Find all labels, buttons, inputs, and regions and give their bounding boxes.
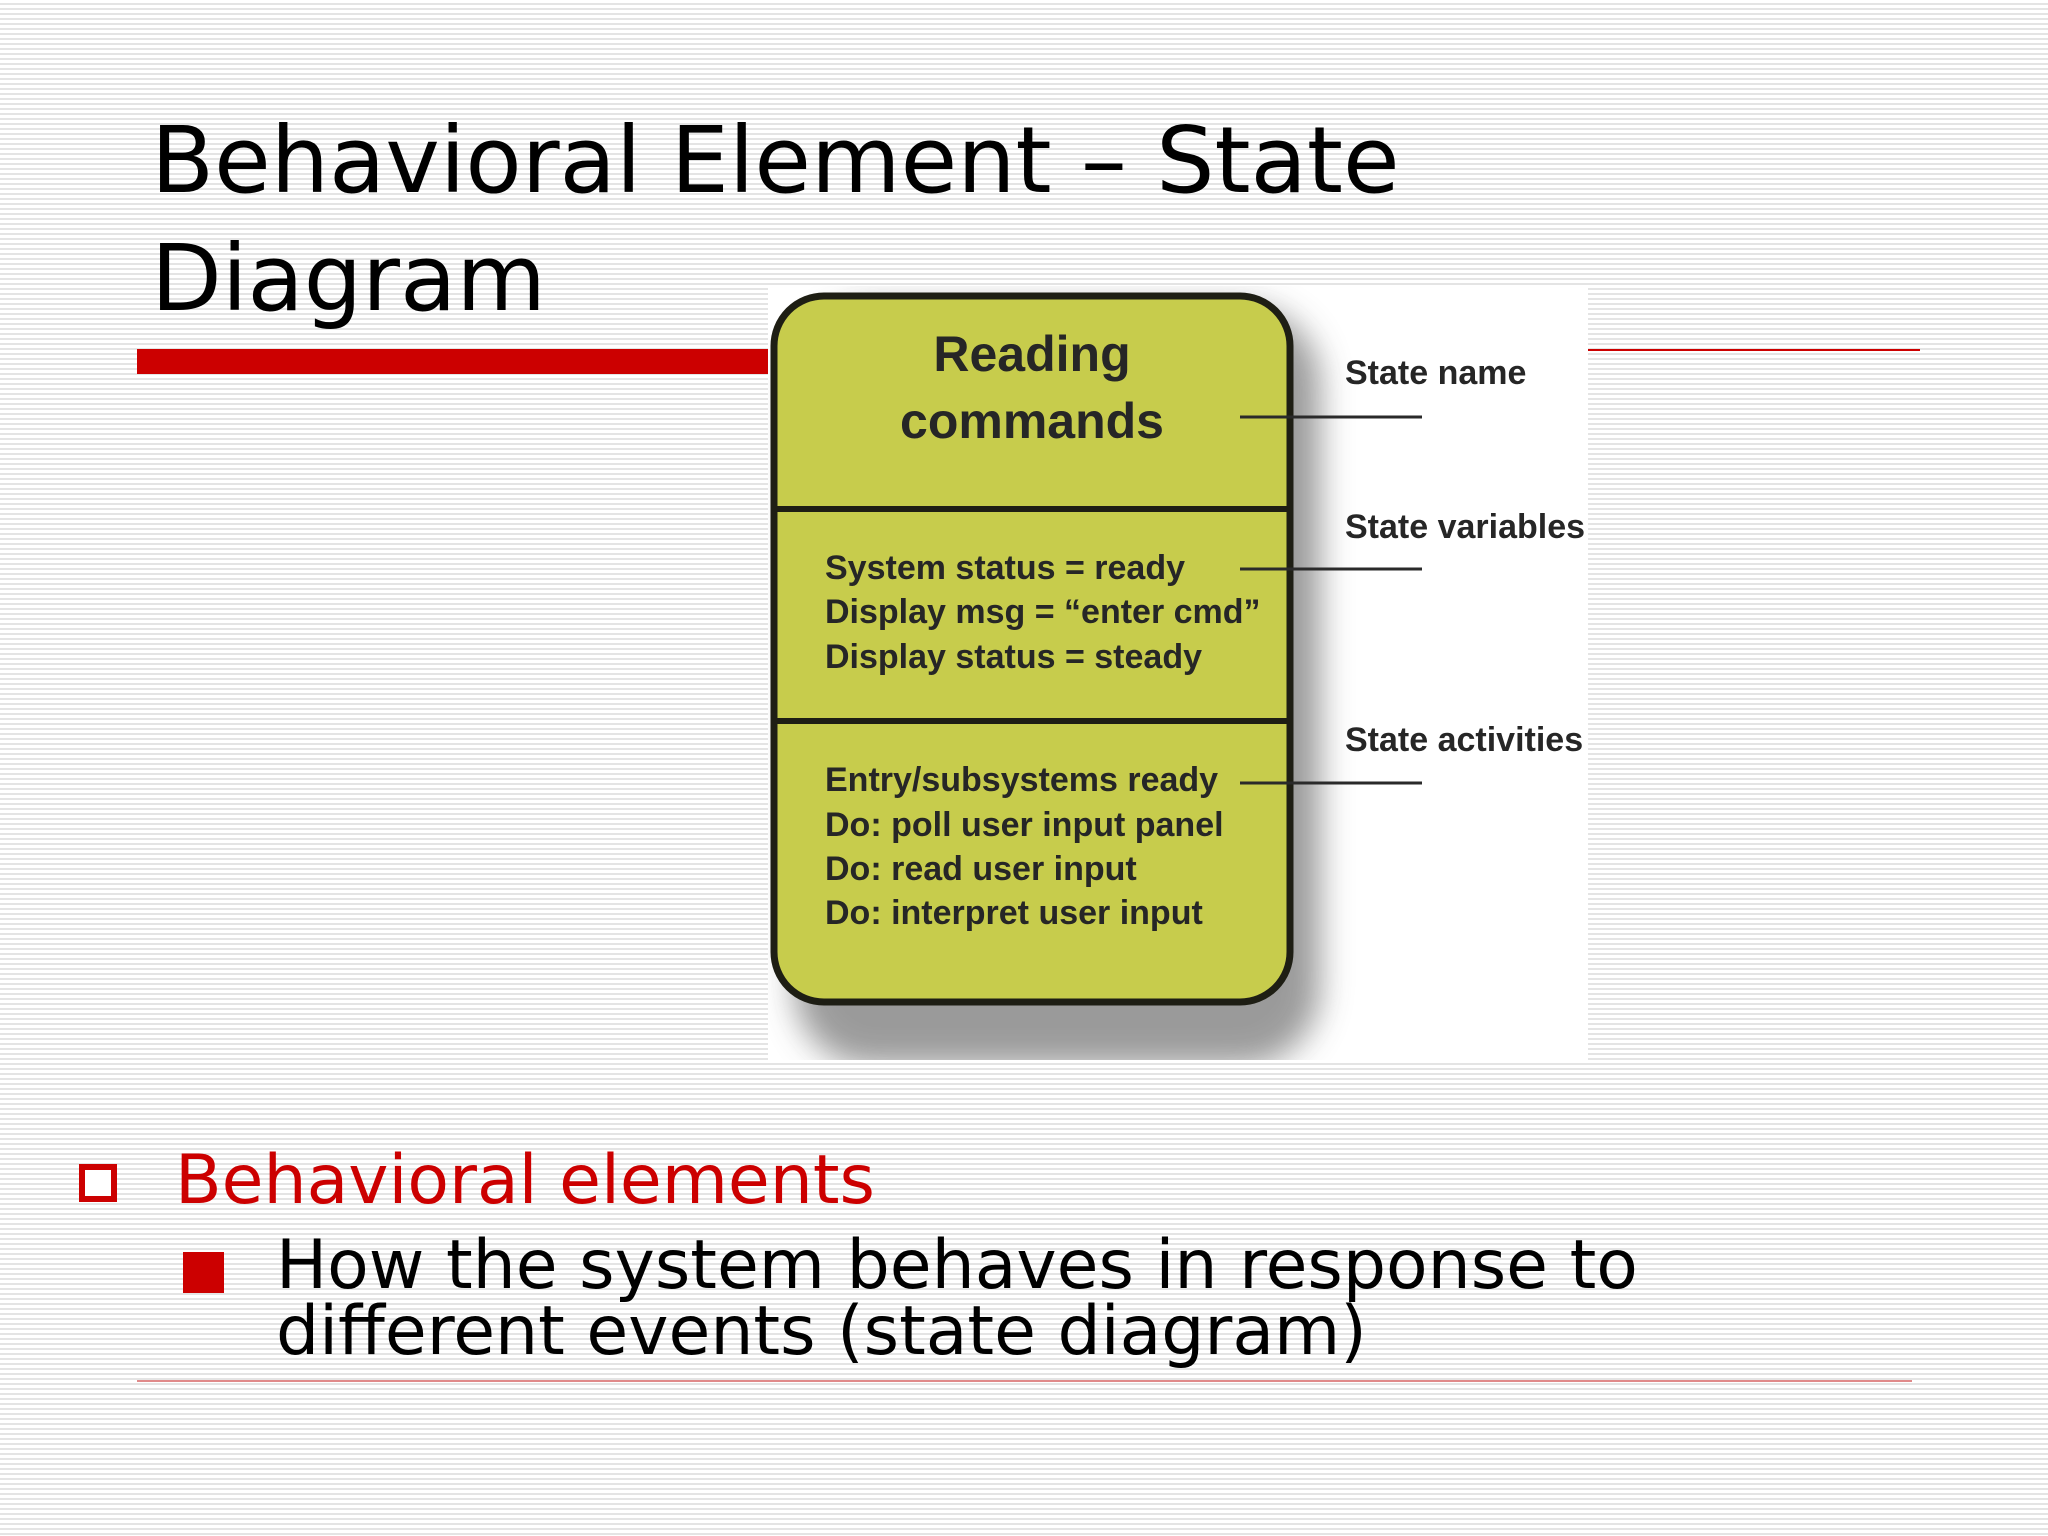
state-name-line-2: commands — [900, 393, 1164, 449]
hollow-square-bullet-icon — [79, 1164, 117, 1202]
state-diagram-figure — [768, 286, 1588, 1060]
state-variable: System status = ready — [825, 549, 1186, 587]
bullet-level-2-text: How the system behaves in response to different events (state diagram) — [276, 1226, 1638, 1371]
bullet-level-1 — [77, 1140, 1967, 1222]
state-activity: Do: poll user input panel — [825, 806, 1224, 844]
state-variable: Display msg = “enter cmd” — [825, 593, 1261, 631]
state-activity: Do: interpret user input — [825, 894, 1203, 932]
title-underline-accent — [137, 349, 785, 374]
filled-square-bullet-icon — [183, 1252, 224, 1293]
bullet-list — [77, 1140, 1967, 1371]
footer-rule — [137, 1380, 1912, 1382]
slide-title-line-2: Diagram — [151, 225, 546, 332]
bullet-level-1-text: Behavioral elements — [175, 1141, 875, 1220]
callout-label-state-variables: State variables — [1345, 508, 1586, 546]
state-activity: Do: read user input — [825, 850, 1137, 888]
callout-label-state-name: State name — [1345, 354, 1527, 392]
state-activity: Entry/subsystems ready — [825, 761, 1219, 799]
state-diagram — [768, 286, 1588, 1060]
state-name-line-1: Reading — [933, 326, 1131, 382]
bullet-level-2 — [77, 1222, 1967, 1371]
callout-label-state-activities: State activities — [1345, 721, 1584, 759]
slide-title-line-1: Behavioral Element – State — [151, 107, 1400, 214]
state-variable: Display status = steady — [825, 638, 1203, 676]
